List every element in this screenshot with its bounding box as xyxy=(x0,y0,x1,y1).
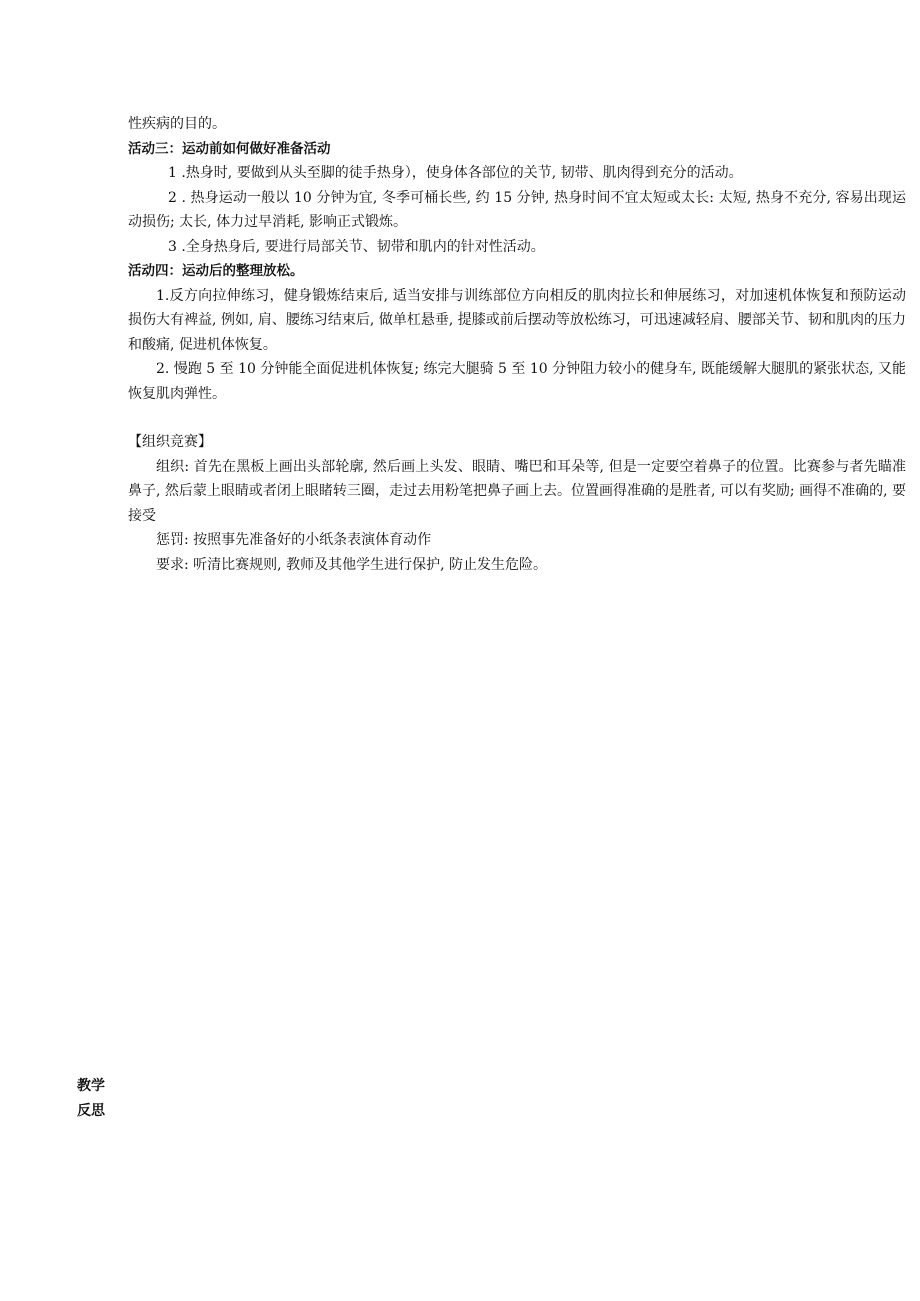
activity4-heading: 活动四：运动后的整理放松。 xyxy=(128,263,304,279)
activity4-item-2: 2. 慢跑 5 至 10 分钟能全面促进机体恢复; 练完大腿骑 5 至 10 分钟阻力较小的健身车, 既能缓解大腿肌的紧张状态, 又能恢复肌肉弹性。 xyxy=(128,361,906,402)
activity3-heading: 活动三：运动前如何做好准备活动 xyxy=(128,140,331,157)
activity4-item-1: 1.反方向拉伸练习，健身锻炼结束后, 适当安排与训练部位方向相反的肌肉拉长和伸展练习，对加速机体恢复和预防运动损伤大有裨益, 例如, 肩、腰练习结束后, 做单杠悬垂, 提膝或前后摆动等放松练习，可迅速减轻肩、腰部关节、韧和肌肉的压力和酸痛, 促进机体恢复。 xyxy=(128,287,906,353)
competition-organize: 组织: 首先在黑板上画出头部轮廓, 然后画上头发、眼睛、嘴巴和耳朵等, 但是一定要空着鼻子的位置。比赛参与者先瞄准鼻子, 然后蒙上眼睛或者闭上眼睹转三圈，走过去用粉笔把鼻子画上去。位置画得准确的是胜者, 可以有奖励; 画得不准确的, 要接受 xyxy=(128,458,906,524)
activity3-item-3: 3 .全身热身后, 要进行局部关节、韧带和肌内的针对性活动。 xyxy=(168,238,545,255)
activity3-item-2: 2 . 热身运动一般以 10 分钟为宜, 冬季可桶长些, 约 15 分钟, 热身时间不宜太短或太长: 太短, 热身不充分, 容易出现运动损伤; 太长, 体力过早消耗, 影响正式锻炼。 xyxy=(128,189,906,230)
section-spacer xyxy=(128,406,906,430)
competition-heading: 【组织竞赛】 xyxy=(128,434,212,450)
lesson-content xyxy=(128,112,906,577)
competition-requirement: 要求: 听清比赛规则, 教师及其他学生进行保护, 防止发生危险。 xyxy=(156,556,547,573)
teaching-reflection-label xyxy=(77,1074,117,1124)
intro-tail-text: 性疾病的目的。 xyxy=(128,116,226,132)
competition-penalty: 惩罚: 按照事先准备好的小纸条表演体育动作 xyxy=(156,532,432,548)
reflection-label-line2: 反思 xyxy=(77,1103,105,1119)
activity3-item-1: 1 .热身时, 要做到从头至脚的徒手热身），使身体各部位的关节, 韧带、肌肉得到充分的活动。 xyxy=(168,165,743,181)
reflection-label-line1: 教学 xyxy=(77,1078,105,1094)
